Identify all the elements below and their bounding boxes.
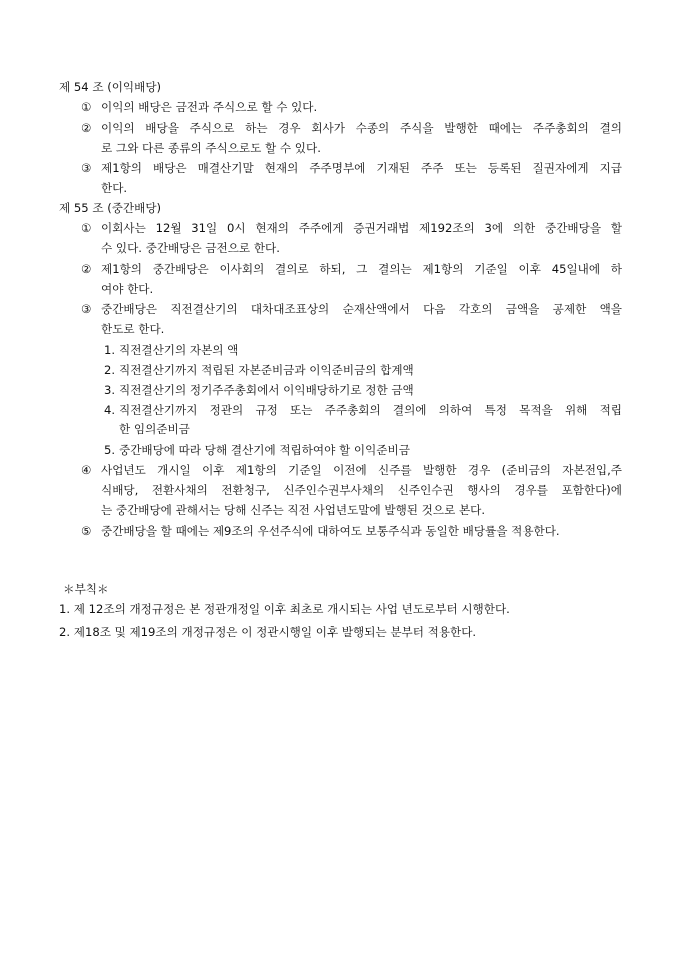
art54-item3-marker: ③ [81,161,92,175]
art55-item4-line2: 식배당, 전환사채의 전환청구, 신주인수권부사채의 신주인수권 행사의 경우를 포함한다)에 [101,483,622,497]
art55-item5-marker: ⑤ [81,524,92,538]
art54-item3-line1: 제1항의 배당은 매결산기말 현재의 주주명부에 기재된 주주 또는 등록된 질권자에게 지급 [101,161,622,175]
sub2-line1: 직전결산기까지 적립된 자본준비금과 이익준비금의 합계액 [119,363,414,377]
sub5-line1: 중간배당에 따라 당해 결산기에 적립하여야 할 이익준비금 [119,443,410,457]
art54-item2-marker: ② [81,121,92,135]
art55-item5-line1: 중간배당을 할 때에는 제9조의 우선주식에 대하여도 보통주식과 동일한 배당률을 적용한다. [101,524,560,538]
sub1-num: 1. [104,343,116,357]
art55-item3-line2: 한도로 한다. [101,322,165,336]
art54-item3-line2: 한다. [101,181,128,195]
art55-item2-line2: 여야 한다. [101,282,154,296]
art54-item1-line1: 이익의 배당은 금전과 주식으로 할 수 있다. [101,100,318,114]
article-54-heading: 제 54 조 (이익배당) [59,80,162,94]
addendum-title: ＊부칙＊ [63,582,109,596]
sub4-num: 4. [104,403,116,417]
addendum-item-2: 2. 제18조 및 제19조의 개정규정은 이 정관시행일 이후 발행되는 분부터 적용한다. [59,625,477,639]
art54-item1-marker: ① [81,100,92,114]
art55-item1-line1: 이회사는 12월 31일 0시 현재의 주주에게 증권거래법 제192조의 3에 의한 중간배당을 할 [101,221,622,235]
art55-item4-line3: 는 중간배당에 관해서는 당해 신주는 직전 사업년도말에 발행된 것으로 본다. [101,503,486,517]
art55-item1-line2: 수 있다. 중간배당은 금전으로 한다. [101,241,280,255]
sub3-line1: 직전결산기의 정기주주총회에서 이익배당하기로 정한 금액 [119,383,414,397]
art55-item3-marker: ③ [81,302,92,316]
article-55-heading: 제 55 조 (중간배당) [59,201,162,215]
sub3-num: 3. [104,383,116,397]
art55-item4-line1: 사업년도 개시일 이후 제1항의 기준일 이전에 신주를 발행한 경우 (준비금의 자본전입,주 [101,463,622,477]
sub4-line1: 직전결산기까지 정관의 규정 또는 주주총회의 결의에 의하여 특정 목적을 위해 적립 [119,403,622,417]
sub5-num: 5. [104,443,116,457]
sub1-line1: 직전결산기의 자본의 액 [119,343,239,357]
art55-item4-marker: ④ [81,463,92,477]
sub2-num: 2. [104,363,116,377]
art55-item3-line1: 중간배당은 직전결산기의 대차대조표상의 순재산액에서 다음 각호의 금액을 공제한 액을 [101,302,622,316]
art55-item2-line1: 제1항의 중간배당은 이사회의 결의로 하되, 그 결의는 제1항의 기준일 이후 45일내에 하 [101,262,622,276]
art55-item2-marker: ② [81,262,92,276]
sub4-line2: 한 임의준비금 [119,422,190,436]
art55-item1-marker: ① [81,221,92,235]
art54-item2-line2: 로 그와 다른 종류의 주식으로도 할 수 있다. [101,141,321,155]
addendum-item-1: 1. 제 12조의 개정규정은 본 정관개정일 이후 최초로 개시되는 사업 년도로부터 시행한다. [59,602,510,616]
art54-item2-line1: 이익의 배당을 주식으로 하는 경우 회사가 수종의 주식을 발행한 때에는 주주총회의 결의 [101,121,622,135]
